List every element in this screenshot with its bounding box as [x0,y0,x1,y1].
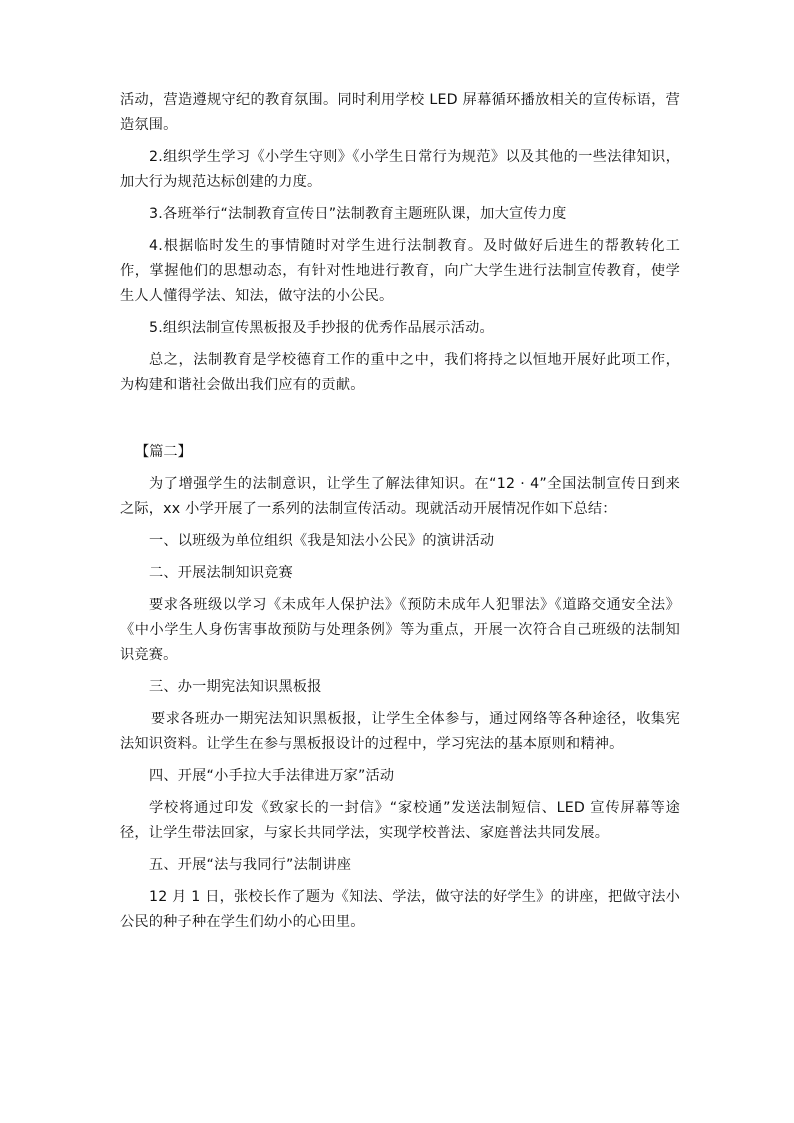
paragraph-continued-activity: 活动，营造遵规守纪的教育氛围。同时利用学校 LED 屏幕循环播放相关的宣传标语，营造氛围。 [120,92,680,133]
paragraph-item-5: 5.组织法制宣传黑板报及手抄报的优秀作品展示活动。 [149,320,494,336]
paragraph-conclusion: 总之，法制教育是学校德育工作的重中之中，我们将持之以恒地开展好此项工作，为构建和谐社会做出我们应有的贡献。 [120,352,680,393]
paragraph-point-2: 二、开展法制知识竞赛 [149,565,293,581]
paragraph-item-2: 2.组织学生学习《小学生守则》《小学生日常行为规范》以及其他的一些法律知识，加大行为规范达标创建的力度。 [120,149,680,190]
paragraph-point-3: 三、办一期宪法知识黑板报 [149,679,322,695]
paragraph-item-3: 3.各班举行“法制教育宣传日”法制教育主题班队课，加大宣传力度 [149,206,567,222]
paragraph-point-4: 四、开展“小手拉大手法律进万家”活动 [149,768,395,784]
paragraph-point-2-detail: 要求各班级以学习《未成年人保护法》《预防未成年人犯罪法》《道路交通安全法》《中小学生人身伤害事故预防与处理条例》等为重点，开展一次符合自己班级的法制知识竞赛。 [120,597,680,663]
paragraph-point-3-detail: 要求各班办一期宪法知识黑板报，让学生全体参与，通过网络等各种途径，收集宪法知识资料。让学生在参与黑板报设计的过程中，学习宪法的基本原则和精神。 [120,711,680,752]
paragraph-point-1: 一、以班级为单位组织《我是知法小公民》的演讲活动 [149,533,495,549]
paragraph-point-4-detail: 学校将通过印发《致家长的一封信》“家校通”发送法制短信、LED 宣传屏幕等途径，让学生带法回家，与家长共同学法，实现学校普法、家庭普法共同发展。 [120,800,680,841]
paragraph-point-5-detail: 12 月 1 日，张校长作了题为《知法、学法，做守法的好学生》的讲座，把做守法小公民的种子种在学生们幼小的心田里。 [120,889,680,930]
paragraph-point-5: 五、开展“法与我同行”法制讲座 [149,857,352,873]
paragraph-intro: 为了增强学生的法制意识，让学生了解法律知识。在“12 · 4”全国法制宣传日到来之际，xx 小学开展了一系列的法制宣传活动。现就活动开展情况作如下总结： [120,476,680,517]
document-page [120,88,680,942]
paragraph-item-4: 4.根据临时发生的事情随时对学生进行法制教育。及时做好后进生的帮教转化工作，掌握他们的思想动态，有针对性地进行教育，向广大学生进行法制宣传教育，使学生人人懂得学法、知法，做守法的小公民。 [120,238,680,304]
section-heading-part-two: 【篇二】 [135,444,192,460]
